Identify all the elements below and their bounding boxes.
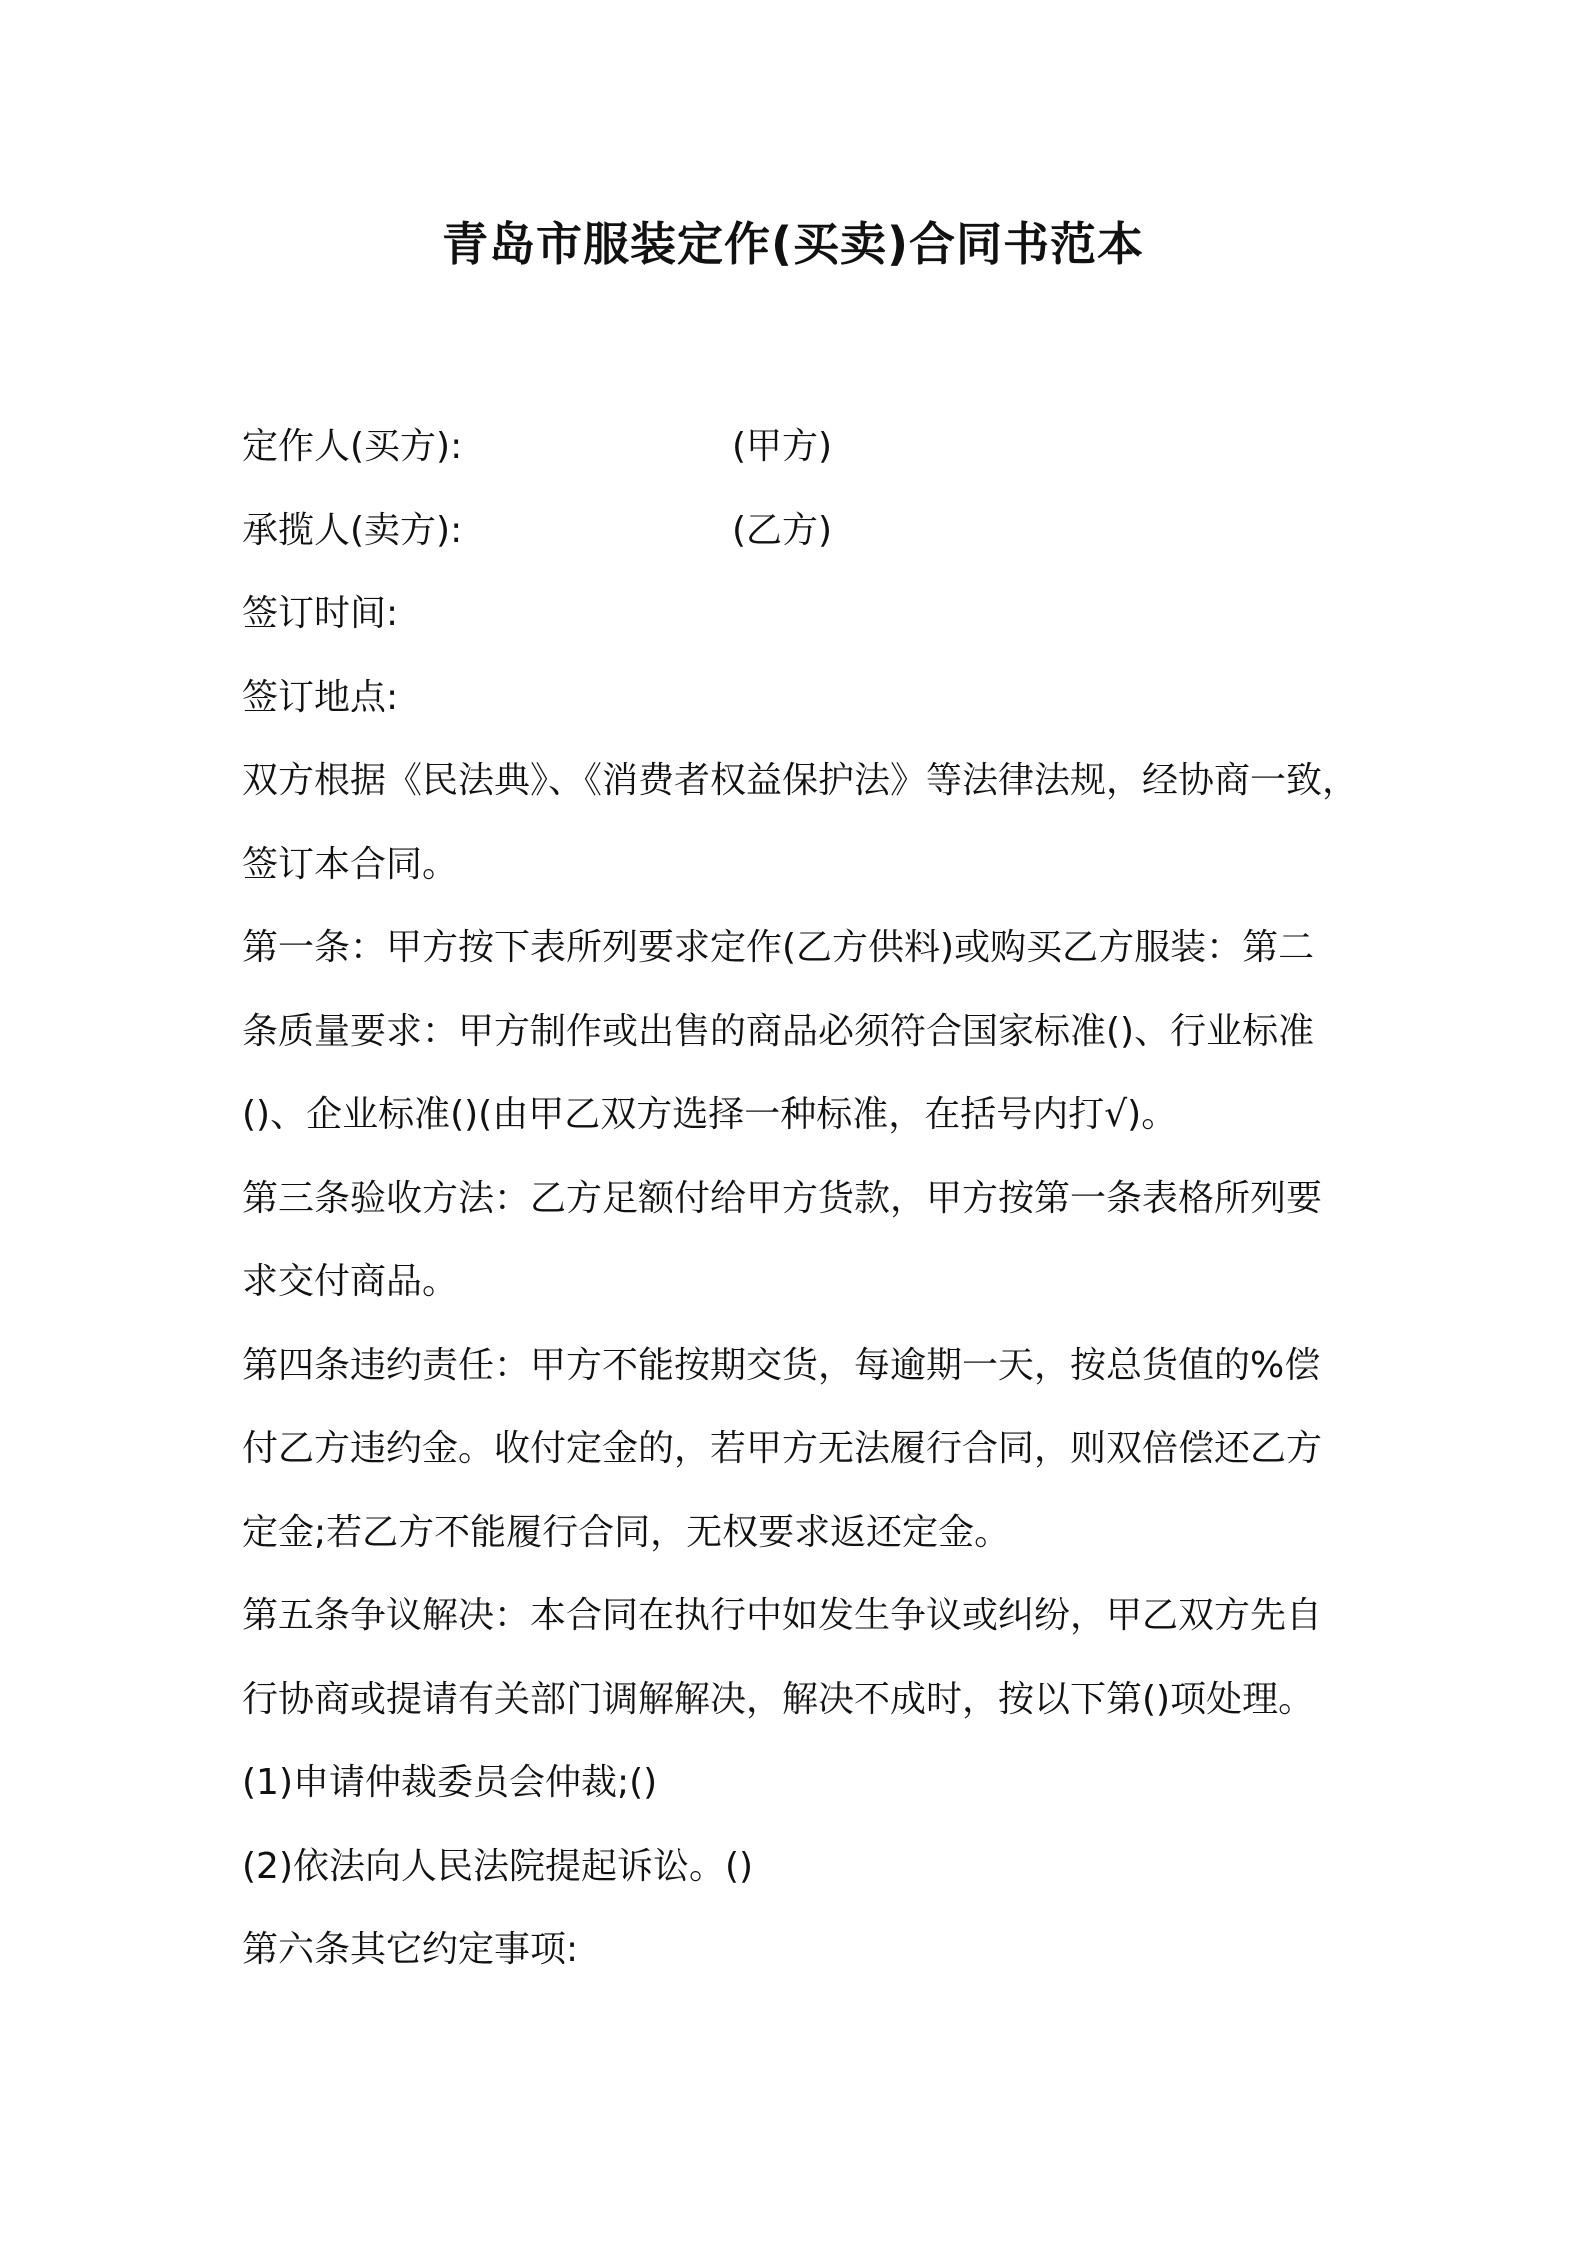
article5-line: 第五条争议解决：本合同在执行中如发生争议或纠纷，甲乙双方先自	[242, 1595, 1323, 1636]
seller-role: (乙方)	[732, 509, 833, 551]
article4-line: 定金;若乙方不能履行合同，无权要求返还定金。	[242, 1511, 1011, 1553]
document-body	[242, 405, 1367, 1992]
seller-label: 承揽人(卖方):	[242, 509, 463, 551]
article4-line: 第四条违约责任：甲方不能按期交货，每逾期一天，按总货值的%偿	[242, 1344, 1321, 1386]
article1-2-line: ()、企业标准()(由甲乙双方选择一种标准，在括号内打√)。	[242, 1094, 1178, 1135]
sign-place: 签订地点:	[242, 676, 399, 718]
intro-line: 签订本合同。	[242, 843, 459, 885]
article1-2-line: 第一条：甲方按下表所列要求定作(乙方供料)或购买乙方服装：第二	[242, 927, 1315, 968]
article3-line: 求交付商品。	[242, 1261, 459, 1302]
intro-line: 双方根据《民法典》、《消费者权益保护法》等法律法规，经协商一致，	[242, 760, 1359, 801]
article1-2-line: 条质量要求：甲方制作或出售的商品必须符合国家标准()、行业标准	[242, 1010, 1315, 1052]
article4-line: 付乙方违约金。收付定金的，若甲方无法履行合同，则双倍偿还乙方	[242, 1428, 1323, 1469]
article6-heading: 第六条其它约定事项:	[242, 1929, 579, 1970]
buyer-role: (甲方)	[732, 426, 833, 467]
article5-line: 行协商或提请有关部门调解解决，解决不成时，按以下第()项处理。	[242, 1678, 1315, 1720]
sign-time: 签订时间:	[242, 593, 399, 634]
option-arbitration: (1)申请仲裁委员会仲裁;()	[242, 1762, 658, 1803]
party-seller-row	[242, 489, 1367, 573]
buyer-label: 定作人(买方):	[242, 426, 463, 467]
option-litigation: (2)依法向人民法院提起诉讼。()	[242, 1845, 754, 1887]
document-title: 青岛市服装定作(买卖)合同书范本	[441, 217, 1145, 271]
article3-line: 第三条验收方法：乙方足额付给甲方货款，甲方按第一条表格所列要	[242, 1177, 1323, 1219]
party-buyer-row	[242, 405, 1367, 489]
